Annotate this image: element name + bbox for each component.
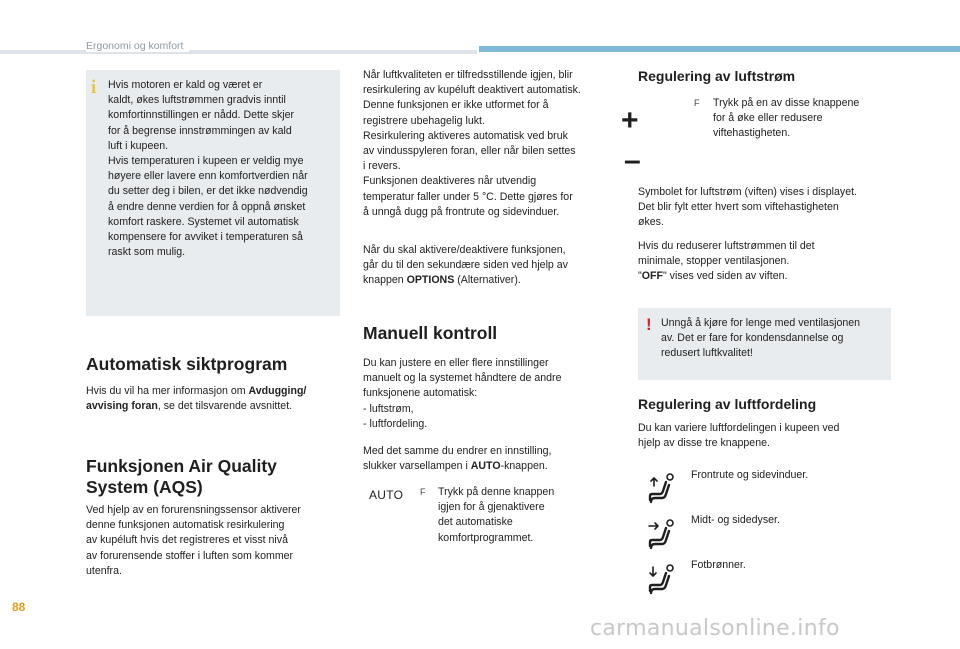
header-rule-left	[0, 50, 477, 54]
manual-control-text: Du kan justere en eller flere innstillinger manuelt og la systemet håndtere de andre funksjonene automatisk: - luftstrøm, - luftfordeling.	[363, 357, 562, 430]
airflow-off-text: Hvis du reduserer luftstrømmen til det minimale, stopper ventilasjonen. "OFF" vises ved siden av viften.	[638, 240, 815, 283]
distribution-option-footwell: Fotbrønner.	[691, 559, 746, 571]
info-note-text: Hvis motoren er kald og været er kaldt, økes luftstrømmen gradvis inntil komfortinnstillingen er nådd. Dette skjer for å begrense innstrømmingen av kald luft i kupeen. Hvis temperaturen i kupeen er veldig mye høyere eller lavere enn komfortverdien når du setter deg i bilen, er det ikke nødvendig å endre denne verdien for å oppnå ønsket komfort raskere. Systemet vil automatisk kompensere for avviket i temperaturen så raskt som mulig.	[108, 79, 308, 259]
distribution-heading: Regulering av luftfordeling	[638, 396, 817, 412]
aqs-text: Ved hjelp av en forurensningssensor aktiverer denne funksjonen automatisk resirkulering av kupéluft hvis det registreres et visst nivå av forurensende stoffer i luften som kommer utenfra.	[86, 504, 301, 577]
warning-icon: !	[646, 315, 652, 334]
seat-footwell-icon	[642, 563, 676, 597]
warning-note-text: Unngå å kjøre for lenge med ventilasjonen av. Det er fare for kondensdannelse og redusert luftkvalitet!	[661, 317, 861, 360]
bullet-arrow-icon: F	[694, 98, 700, 108]
auto-button-symbol: AUTO	[369, 488, 404, 502]
distribution-option-windscreen: Frontrute og sidevinduer.	[691, 469, 809, 481]
aqs-heading: Funksjonen Air Quality System (AQS)	[86, 456, 277, 497]
auto-indicator-text: Med det samme du endrer en innstilling, slukker varsellampen i AUTO-knappen.	[363, 445, 552, 473]
page-number: 88	[12, 600, 26, 614]
bullet-arrow-icon: F	[420, 487, 426, 497]
seat-face-vents-icon	[642, 518, 676, 552]
auto-visibility-text: Hvis du vil ha mer informasjon om Avdugging/ avvising foran, se det tilsvarende avsnittet.	[86, 385, 307, 413]
airflow-heading: Regulering av luftstrøm	[638, 68, 796, 84]
airflow-instruction: Trykk på en av disse knappene for å øke eller redusere viftehastigheten.	[713, 97, 860, 140]
seat-windscreen-icon	[642, 472, 676, 506]
section-header-title: Ergonomi og komfort	[86, 40, 189, 52]
plus-icon: +	[621, 104, 639, 137]
aqs-continued-text: Når luftkvaliteten er tilfredsstillende igjen, blir resirkulering av kupéluft deaktivert automatisk. Denne funksjonen er ikke utformet for å registrere ubehagelig lukt. Resirkulering aktiveres automatisk ved bruk av vindusspyleren foran, eller når bilen settes i revers. Funksjonen deaktiveres når utvendig temperatur faller under 5 °C. Dette gjøres for å unngå dugg på frontrute og sidevinduer.	[363, 69, 581, 218]
info-icon: i	[91, 77, 97, 98]
auto-visibility-heading: Automatisk siktprogram	[86, 354, 288, 374]
airflow-display-text: Symbolet for luftstrøm (viften) vises i displayet. Det blir fylt etter hvert som viftehastigheten økes.	[638, 186, 857, 229]
minus-icon: –	[624, 144, 641, 177]
auto-button-instruction: Trykk på denne knappen igjen for å gjenaktivere det automatiske komfortprogrammet.	[438, 486, 555, 544]
header-rule-accent	[479, 46, 960, 52]
distribution-text: Du kan variere luftfordelingen i kupeen ved hjelp av disse tre knappene.	[638, 422, 840, 450]
options-instruction-text: Når du skal aktivere/deaktivere funksjonen, går du til den sekundære siden ved hjelp av knappen OPTIONS (Alternativer).	[363, 244, 568, 287]
watermark: carmanualsonline.info	[590, 616, 840, 641]
distribution-option-face-vents: Midt- og sidedyser.	[691, 514, 780, 526]
manual-control-heading: Manuell kontroll	[363, 323, 498, 343]
